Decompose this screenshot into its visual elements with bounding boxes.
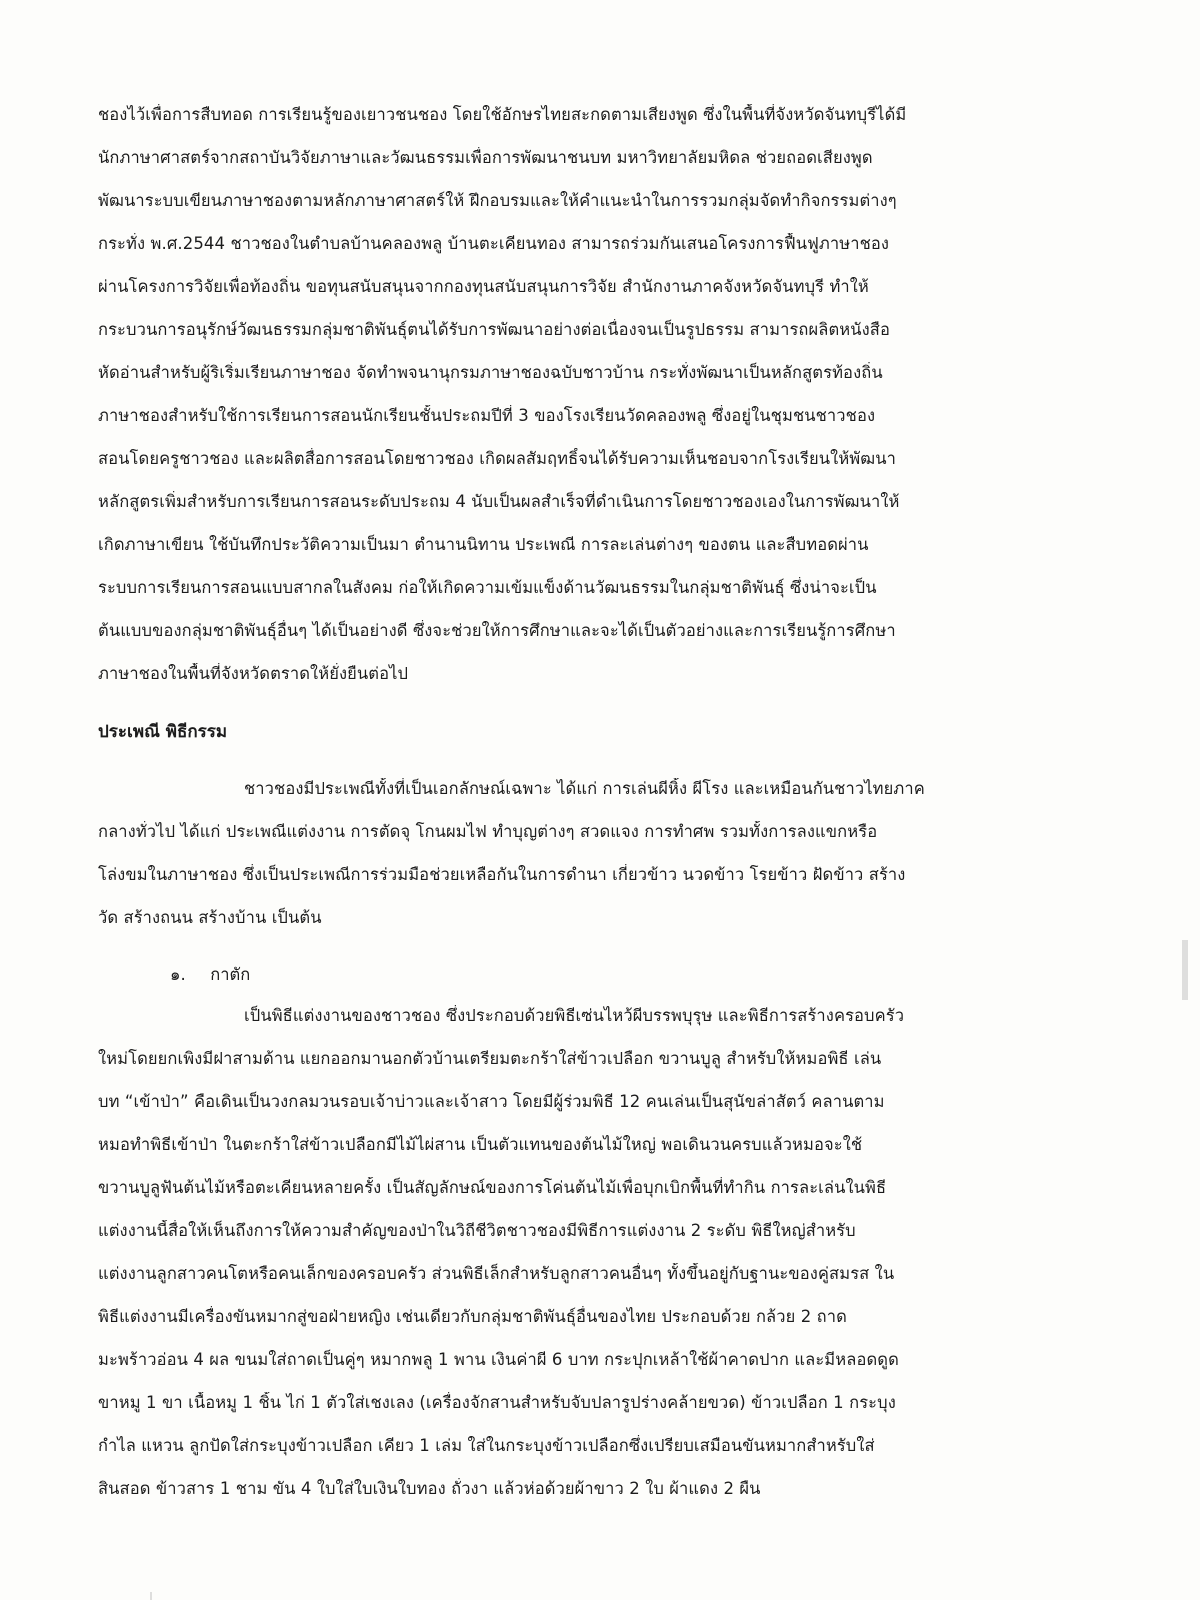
list-item-line: แต่งงานนี้สื่อให้เห็นถึงการให้ความสำคัญของป่าในวิถีชีวิตชาวชองมีพิธีการแต่งงาน 2 ระดับ พิธีใหญ่สำหรับ bbox=[98, 1221, 856, 1240]
list-item-line: ขวานบูลูฟันต้นไม้หรือตะเคียนหลายครั้ง เป็นสัญลักษณ์ของการโค่นต้นไม้เพื่อบุกเบิกพื้นที่ทำกิน การละเล่นในพิธี bbox=[98, 1178, 887, 1197]
paragraph-1-line: ชองไว้เพื่อการสืบทอด การเรียนรู้ของเยาวชนชอง โดยใช้อักษรไทยสะกดตามเสียงพูด ซึ่งในพื้นที่จังหวัดจันทบุรีได้มี bbox=[98, 105, 907, 124]
section-heading: ประเพณี พิธีกรรม bbox=[98, 722, 228, 742]
list-item-line: กำไล แหวน ลูกปัดใส่กระบุงข้าวเปลือก เคียว 1 เล่ม ใส่ในกระบุงข้าวเปลือกซึ่งเปรียบเสมือนขันหมากสำหรับใส่ bbox=[98, 1436, 875, 1455]
paragraph-2-line: วัด สร้างถนน สร้างบ้าน เป็นต้น bbox=[98, 908, 322, 927]
paragraph-1-line: ผ่านโครงการวิจัยเพื่อท้องถิ่น ขอทุนสนับสนุนจากกองทุนสนับสนุนการวิจัย สำนักงานภาคจังหวัดจันทบุรี ทำให้ bbox=[98, 277, 869, 296]
paragraph-1-line: พัฒนาระบบเขียนภาษาชองตามหลักภาษาศาสตร์ให้ ฝึกอบรมและให้คำแนะนำในการรวมกลุ่มจัดทำกิจกรรมต่างๆ bbox=[98, 191, 897, 210]
paragraph-1-line: ระบบการเรียนการสอนแบบสากลในสังคม ก่อให้เกิดความเข้มแข็งด้านวัฒนธรรมในกลุ่มชาติพันธุ์ ซึ่งน่าจะเป็น bbox=[98, 578, 877, 597]
list-item-number: ๑. bbox=[170, 965, 186, 984]
list-item-title: กาตัก bbox=[210, 965, 251, 984]
list-item-line: หมอทำพิธีเข้าป่า ในตะกร้าใส่ข้าวเปลือกมีไม้ไผ่สาน เป็นตัวแทนของต้นไม้ใหญ่ พอเดินวนครบแล้วหมอจะใช้ bbox=[98, 1135, 863, 1154]
paragraph-1-line: สอนโดยครูชาวชอง และผลิตสื่อการสอนโดยชาวชอง เกิดผลสัมฤทธิ์จนได้รับความเห็นชอบจากโรงเรียนให้พัฒนา bbox=[98, 449, 897, 468]
list-item-line: แต่งงานลูกสาวคนโตหรือคนเล็กของครอบครัว ส่วนพิธีเล็กสำหรับลูกสาวคนอื่นๆ ทั้งขึ้นอยู่กับฐานะของคู่สมรส ใน bbox=[98, 1264, 895, 1283]
list-item-line: เป็นพิธีแต่งงานของชาวชอง ซึ่งประกอบด้วยพิธีเซ่นไหว้ผีบรรพบุรุษ และพิธีการสร้างครอบครัว bbox=[244, 1006, 905, 1025]
paragraph-1-line: ภาษาชองในพื้นที่จังหวัดตราดให้ยั่งยืนต่อไป bbox=[98, 664, 409, 683]
scan-artifact bbox=[150, 1592, 152, 1600]
paragraph-1-line: ภาษาชองสำหรับใช้การเรียนการสอนนักเรียนชั้นประถมปีที่ 3 ของโรงเรียนวัดคลองพลู ซึ่งอยู่ในชุมชนชาวชอง bbox=[98, 406, 876, 425]
list-item-line: ขาหมู 1 ขา เนื้อหมู 1 ชิ้น ไก่ 1 ตัวใส่เชงเลง (เครื่องจักสานสำหรับจับปลารูปร่างคล้ายขวด) ข้าวเปลือก 1 กระบุง bbox=[98, 1393, 896, 1412]
paragraph-1-line: หัดอ่านสำหรับผู้ริเริ่มเรียนภาษาชอง จัดทำพจนานุกรมภาษาชองฉบับชาวบ้าน กระทั่งพัฒนาเป็นหลักสูตรท้องถิ่น bbox=[98, 363, 883, 382]
scan-artifact bbox=[1182, 940, 1188, 1000]
list-item-line: ใหม่โดยยกเพิงมีฝาสามด้าน แยกออกมานอกตัวบ้านเตรียมตะกร้าใส่ข้าวเปลือก ขวานบูลู สำหรับให้หมอพิธี เล่น bbox=[98, 1049, 882, 1068]
paragraph-1-line: นักภาษาศาสตร์จากสถาบันวิจัยภาษาและวัฒนธรรมเพื่อการพัฒนาชนบท มหาวิทยาลัยมหิดล ช่วยถอดเสียงพูด bbox=[98, 148, 873, 167]
list-item-line: บท “เข้าป่า” คือเดินเป็นวงกลมวนรอบเจ้าบ่าวและเจ้าสาว โดยมีผู้ร่วมพิธี 12 คนเล่นเป็นสุนัขล่าสัตว์ คลานตาม bbox=[98, 1092, 885, 1111]
list-item-line: มะพร้าวอ่อน 4 ผล ขนมใส่ถาดเป็นคู่ๆ หมากพลู 1 พาน เงินค่าผี 6 บาท กระปุกเหล้าใช้ผ้าคาดปาก และมีหลอดดูด bbox=[98, 1350, 899, 1369]
list-item-line: พิธีแต่งงานมีเครื่องขันหมากสู่ขอฝ่ายหญิง เช่นเดียวกับกลุ่มชาติพันธุ์อื่นของไทย ประกอบด้วย กล้วย 2 ถาด bbox=[98, 1307, 847, 1326]
paragraph-1-line: ต้นแบบของกลุ่มชาติพันธุ์อื่นๆ ได้เป็นอย่างดี ซึ่งจะช่วยให้การศึกษาและจะได้เป็นตัวอย่างและการเรียนรู้การศึกษา bbox=[98, 621, 896, 640]
paragraph-2-line: กลางทั่วไป ได้แก่ ประเพณีแต่งงาน การตัดจุ โกนผมไฟ ทำบุญต่างๆ สวดแจง การทำศพ รวมทั้งการลงแขกหรือ bbox=[98, 822, 878, 841]
paragraph-2-line: โล่งขมในภาษาชอง ซึ่งเป็นประเพณีการร่วมมือช่วยเหลือกันในการดำนา เกี่ยวข้าว นวดข้าว โรยข้าว ฝัดข้าว สร้าง bbox=[98, 865, 906, 884]
paragraph-1-line: กระบวนการอนุรักษ์วัฒนธรรมกลุ่มชาติพันธุ์ตนได้รับการพัฒนาอย่างต่อเนื่องจนเป็นรูปธรรม สามารถผลิตหนังสือ bbox=[98, 320, 890, 339]
paragraph-1-line: เกิดภาษาเขียน ใช้บันทึกประวัติความเป็นมา ตำนานนิทาน ประเพณี การละเล่นต่างๆ ของตน และสืบทอดผ่าน bbox=[98, 535, 869, 554]
list-item-line: สินสอด ข้าวสาร 1 ชาม ขัน 4 ใบใส่ใบเงินใบทอง ถั่วงา แล้วห่อด้วยผ้าขาว 2 ใบ ผ้าแดง 2 ผืน bbox=[98, 1479, 761, 1498]
paragraph-1-line: กระทั่ง พ.ศ.2544 ชาวชองในตำบลบ้านคลองพลู บ้านตะเคียนทอง สามารถร่วมกันเสนอโครงการฟื้นฟูภาษาชอง bbox=[98, 234, 890, 253]
paragraph-1-line: หลักสูตรเพิ่มสำหรับการเรียนการสอนระดับประถม 4 นับเป็นผลสำเร็จที่ดำเนินการโดยชาวชองเองในการพัฒนาให้ bbox=[98, 492, 900, 511]
paragraph-2-line: ชาวชองมีประเพณีทั้งที่เป็นเอกลักษณ์เฉพาะ ได้แก่ การเล่นผีหิ้ง ผีโรง และเหมือนกันชาวไทยภาค bbox=[244, 779, 925, 798]
list-item-heading bbox=[170, 964, 250, 986]
